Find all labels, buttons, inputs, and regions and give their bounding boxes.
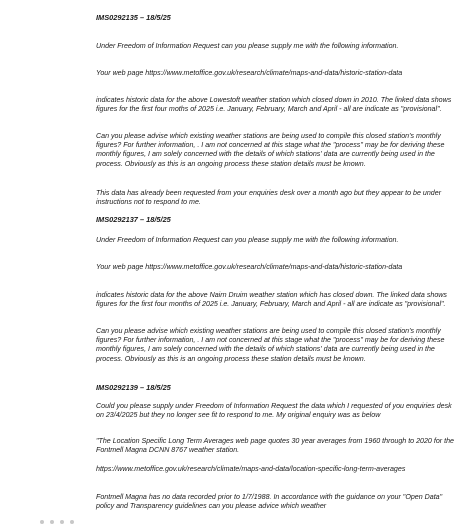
page-footer-dots	[40, 520, 74, 524]
request-paragraph: Can you please advise which existing weather stations are being used to compile this closed station's monthly figures? For further information, . I am not concerned at this stage what the "process" may be for deriving these monthly figures, I am solely concerned with the details of which stations' data are currently being used in the process. Obviously as this is an ongoing process these station details must be known.	[96, 132, 445, 168]
request-paragraph: https://www.metoffice.gov.uk/research/climate/maps-and-data/location-specific-long-term-averages	[96, 465, 406, 473]
dot-icon	[40, 520, 44, 524]
dot-icon	[50, 520, 54, 524]
request-heading: IMS0292135 – 18/5/25	[96, 13, 171, 22]
request-heading: IMS0292137 – 18/5/25	[96, 215, 171, 224]
dot-icon	[60, 520, 64, 524]
request-paragraph: Could you please supply under Freedom of Information Request the data which I requested of you enquiries desk on 23/4/2025 but they no longer see fit to respond to me. My original enquiry was as below	[96, 402, 452, 420]
request-paragraph: Fontmell Magna has no data recorded prior to 1/7/1988. In accordance with the guidance on your "Open Data" policy and Transparency guidelines can you please advice which weather	[96, 493, 443, 511]
request-paragraph: Your web page https://www.metoffice.gov.uk/research/climate/maps-and-data/historic-station-data	[96, 263, 403, 271]
request-paragraph: This data has already been requested from your enquiries desk over a month ago but they appear to be under instructions not to respond to me.	[96, 189, 442, 207]
request-paragraph: Under Freedom of Information Request can you please supply me with the following information.	[96, 42, 399, 50]
request-paragraph: Can you please advise which existing weather stations are being used to compile this closed station's monthly figures? For further information, . I am not concerned at this stage what the "process" may be for deriving these monthly figures, I am solely concerned with the details of which stations' data are currently being used in the process. Obviously as this is an ongoing process these station details must be known.	[96, 327, 445, 363]
request-paragraph: indicates historic data for the above Nairn Druim weather station which has closed down. The linked data shows figures for the first four months of 2025 i.e. January, February, March and April - all are indicate as "provisional".	[96, 291, 447, 309]
request-paragraph: Under Freedom of Information Request can you please supply me with the following information.	[96, 236, 399, 244]
request-paragraph: Your web page https://www.metoffice.gov.uk/research/climate/maps-and-data/historic-station-data	[96, 69, 403, 77]
request-paragraph: indicates historic data for the above Lowestoft weather station which closed down in 2010. The linked data shows figures for the first four moths of 2025 i.e. January, February, March and April - all are indicate as "provisional".	[96, 96, 452, 114]
dot-icon	[70, 520, 74, 524]
request-heading: IMS0292139 – 18/5/25	[96, 383, 171, 392]
request-paragraph: "The Location Specific Long Term Averages web page quotes 30 year averages from 1960 through to 2020 for the Fontmell Magna DCNN 8767 weather station.	[96, 437, 454, 455]
